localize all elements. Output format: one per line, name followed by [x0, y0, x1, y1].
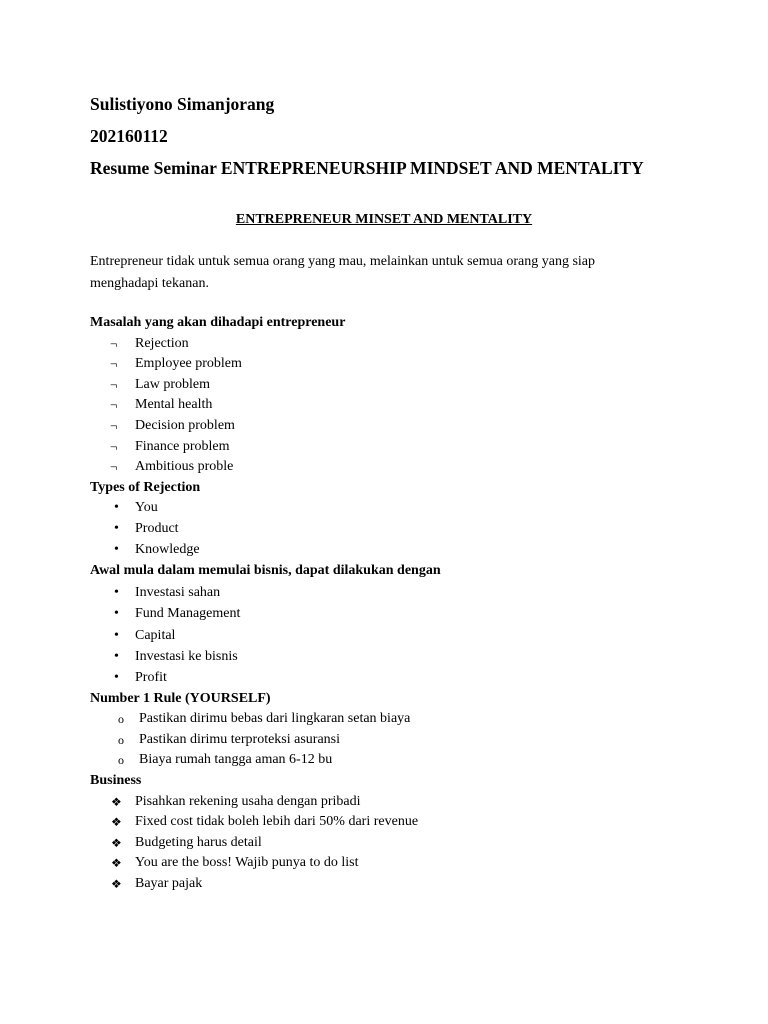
list-item: ❖ Bayar pajak [90, 874, 690, 895]
list-item: ❖ Fixed cost tidak boleh lebih dari 50% dari revenue [90, 812, 690, 833]
list-item: o Biaya rumah tangga aman 6-12 bu [90, 750, 690, 771]
diamond-bullet-icon: ❖ [111, 877, 122, 892]
list-item: o Pastikan dirimu bebas dari lingkaran setan biaya [90, 709, 690, 730]
not-sign-bullet-icon: ¬ [110, 376, 118, 392]
bullet-icon: • [114, 541, 119, 557]
bullet-icon: • [114, 500, 119, 516]
diamond-bullet-icon: ❖ [111, 835, 122, 850]
diamond-bullet-icon: ❖ [111, 794, 122, 809]
list-item: o Pastikan dirimu terproteksi asuransi [90, 730, 690, 751]
list-item: ¬ Rejection [90, 334, 690, 355]
list-item: ¬ Finance problem [90, 437, 690, 458]
list-item: ❖ You are the boss! Wajib punya to do list [90, 853, 690, 874]
list-item: ¬ Decision problem [90, 416, 690, 437]
not-sign-bullet-icon: ¬ [110, 459, 118, 475]
diamond-bullet-icon: ❖ [111, 856, 122, 871]
list-item: • Product [90, 519, 690, 540]
circle-bullet-icon: o [118, 732, 124, 747]
list-item: • Knowledge [90, 540, 690, 561]
list-item: ❖ Budgeting harus detail [90, 833, 690, 854]
author-name: Sulistiyono Simanjorang [90, 94, 275, 114]
list-item: ¬ Law problem [90, 375, 690, 396]
not-sign-bullet-icon: ¬ [110, 335, 118, 351]
bullet-icon: • [114, 627, 119, 643]
section-heading-problems: Masalah yang akan dihadapi entrepreneur [90, 315, 346, 330]
intro-paragraph: Entrepreneur tidak untuk semua orang yang mau, melainkan untuk semua orang yang siap menghadapi tekanan. [90, 254, 596, 291]
start-business-list [90, 582, 690, 689]
list-item: • Fund Management [90, 603, 690, 624]
bullet-icon: • [114, 520, 119, 536]
list-item: • Investasi sahan [90, 582, 690, 603]
list-item: • You [90, 498, 690, 519]
not-sign-bullet-icon: ¬ [110, 356, 118, 372]
list-item: ¬ Ambitious proble [90, 457, 690, 478]
diamond-bullet-icon: ❖ [111, 815, 122, 830]
bullet-icon: • [114, 584, 119, 600]
not-sign-bullet-icon: ¬ [110, 397, 118, 413]
section-heading-start-business: Awal mula dalam memulai bisnis, dapat dilakukan dengan [90, 563, 441, 579]
section-heading-rejection: Types of Rejection [90, 479, 201, 495]
student-id: 202160112 [90, 126, 168, 146]
list-item: ¬ Employee problem [90, 354, 690, 375]
list-item: • Capital [90, 625, 690, 646]
content-body [90, 313, 690, 895]
bullet-icon: • [114, 670, 119, 686]
section-title: ENTREPRENEUR MINSET AND MENTALITY [235, 212, 533, 227]
section-heading-rule: Number 1 Rule (YOURSELF) [90, 690, 271, 706]
rejection-list [90, 498, 690, 560]
list-item: ¬ Mental health [90, 395, 690, 416]
list-item: ❖ Pisahkan rekening usaha dengan pribadi [90, 792, 690, 813]
bullet-icon: • [114, 606, 119, 622]
circle-bullet-icon: o [118, 753, 124, 768]
bullet-icon: • [114, 648, 119, 664]
circle-bullet-icon: o [118, 712, 124, 727]
list-item: • Investasi ke bisnis [90, 646, 690, 667]
not-sign-bullet-icon: ¬ [110, 417, 118, 433]
business-list [90, 792, 690, 895]
problems-list [90, 334, 690, 478]
not-sign-bullet-icon: ¬ [110, 438, 118, 454]
section-heading-business: Business [90, 773, 142, 789]
rule-list [90, 709, 690, 771]
document-title: Resume Seminar ENTREPRENEURSHIP MINDSET AND MENTALITY [90, 158, 644, 178]
list-item: • Profit [90, 667, 690, 688]
